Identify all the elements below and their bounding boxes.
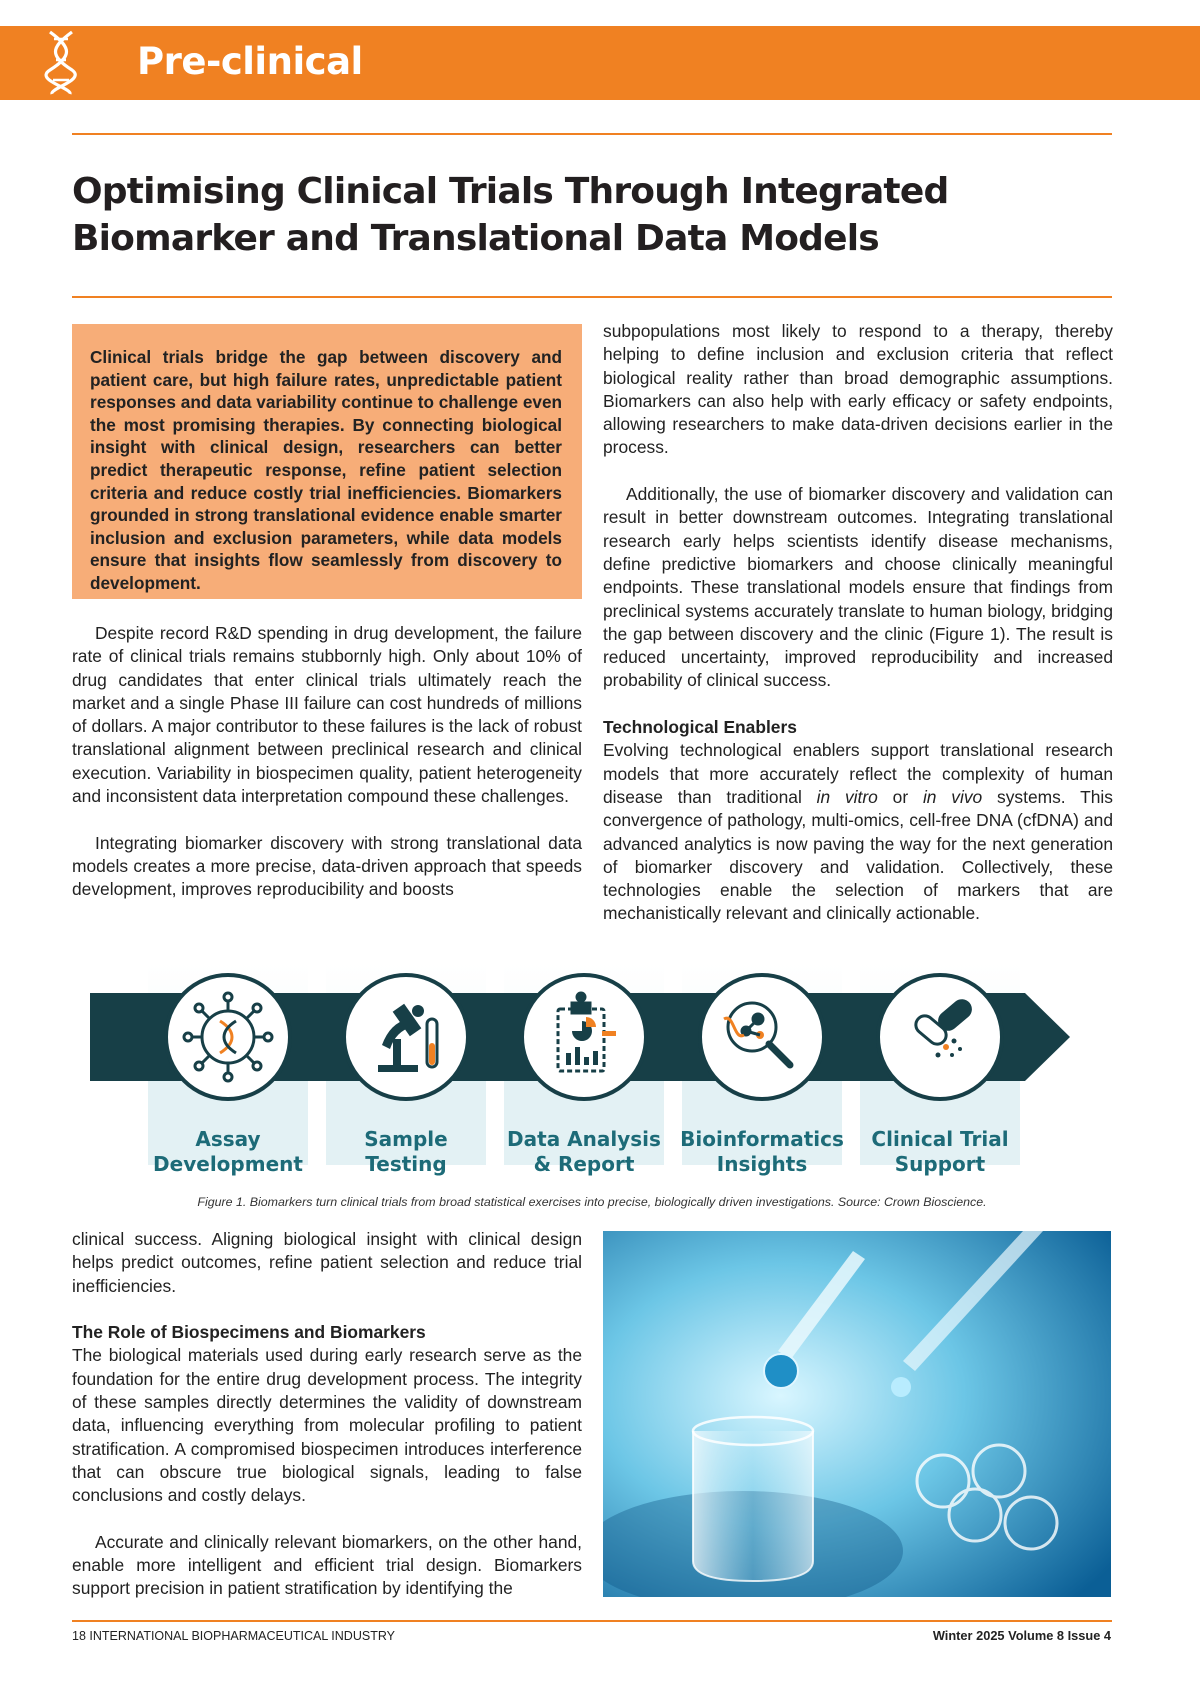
dna-icon	[44, 30, 78, 96]
lab-glassware-photo	[603, 1231, 1111, 1597]
column-right-top	[603, 320, 1113, 926]
workflow-diagram	[90, 935, 1110, 1185]
paragraph: Additionally, the use of biomarker discovery and validation can result in better downstream outcomes. Integrating translational research early helps scientists identify disease mechanisms, define predictive biomarkers and choose clinically meaningful endpoints. These translational models ensure that findings from preclinical systems accurately translate to human biology, bridging the gap between discovery and the clinic (Figure 1). The result is reduced uncertainty, improved reproducibility and increased probability of clinical success.	[603, 484, 1113, 691]
step-label-1a: Assay	[195, 1127, 261, 1151]
step-label-2a: Sample	[364, 1127, 448, 1151]
step-label-2b: Testing	[365, 1152, 447, 1176]
article-title: Optimising Clinical Trials Through Integrated Biomarker and Translational Data Models	[72, 171, 949, 259]
top-rule	[72, 133, 1112, 135]
section-label: Pre-clinical	[137, 40, 363, 83]
step-label-3a: Data Analysis	[507, 1127, 661, 1151]
paragraph: Integrating biomarker discovery with strong translational data models creates a more precise, data-driven approach that speeds development, improves reproducibility and boosts	[72, 832, 582, 900]
section-banner	[0, 26, 1200, 100]
figure-caption: Figure 1. Biomarkers turn clinical trials from broad statistical exercises into precise, biologically driven investigations. Source: Crown Bioscience.	[197, 1195, 987, 1209]
step-label-5a: Clinical Trial	[871, 1127, 1009, 1151]
paragraph: subpopulations most likely to respond to a therapy, thereby helping to define inclusion and exclusion criteria that reflect biological reality rather than broad demographic assumptions. Biomarkers can also help with early efficacy or safety endpoints, allowing researchers to make data-driven decisions earlier in the process.	[603, 321, 1113, 458]
footer-publication: 18 INTERNATIONAL BIOPHARMACEUTICAL INDUSTRY	[72, 1629, 395, 1643]
paragraph: clinical success. Aligning biological insight with clinical design helps predict outcomes, refine patient selection and reduce trial inefficiencies.	[72, 1229, 582, 1296]
title-rule	[72, 296, 1112, 298]
figure-1	[90, 935, 1110, 1185]
step-label-4b: Insights	[716, 1152, 808, 1176]
paragraph: The biological materials used during early research serve as the foundation for the entire drug development process. The integrity of these samples directly determines the validity of downstream data, influencing everything from molecular profiling to patient stratification. A compromised biospecimen introduces interference that can obscure true biological signals, leading to false conclusions and costly delays.	[72, 1345, 582, 1506]
paragraph: Evolving technological enablers support translational research models that more accurately reflect the complexity of human disease than traditional in vitro or in vivo systems. This convergence of pathology, multi-omics, cell-free DNA (cfDNA) and advanced analytics is now paving the way for the next generation of biomarker discovery and validation. Collectively, these technologies enable the selection of markers that are mechanistically relevant and clinically actionable.	[603, 740, 1113, 924]
abstract-box	[72, 324, 582, 599]
column-left-top	[72, 622, 582, 902]
step-label-1b: Development	[153, 1152, 303, 1176]
step-circle	[878, 975, 1002, 1099]
step-label-4a: Bioinformatics	[680, 1127, 844, 1151]
step-circle	[344, 975, 468, 1099]
abstract-text: Clinical trials bridge the gap between discovery and patient care, but high failure rates, unpredictable patient responses and data variability continue to challenge even the most promising therapies. By connecting biological insight with clinical design, researchers can better predict therapeutic response, refine patient selection criteria and reduce costly trial inefficiencies. Biomarkers grounded in strong translational evidence enable smarter inclusion and exclusion parameters, while data models ensure that insights flow seamlessly from discovery to development.	[90, 347, 562, 593]
subheading: The Role of Biospecimens and Biomarkers	[72, 1322, 426, 1343]
column-left-bottom	[72, 1228, 582, 1601]
paragraph: Despite record R&D spending in drug development, the failure rate of clinical trials remains stubbornly high. Only about 10% of drug candidates that enter clinical trials ultimately reach the market and a single Phase III failure can cost hundreds of millions of dollars. A major contributor to these failures is the lack of robust translational alignment between preclinical research and clinical execution. Variability in biospecimen quality, patient heterogeneity and inconsistent data interpretation compound these challenges.	[72, 623, 582, 807]
step-label-5b: Support	[894, 1152, 986, 1176]
footer-rule	[72, 1620, 1112, 1622]
subheading: Technological Enablers	[603, 717, 797, 738]
step-label-3b: & Report	[533, 1152, 635, 1176]
paragraph: Accurate and clinically relevant biomarkers, on the other hand, enable more intelligent and efficient trial design. Biomarkers support precision in patient stratification by identifying the	[72, 1531, 582, 1599]
footer-issue: Winter 2025 Volume 8 Issue 4	[932, 1628, 1111, 1643]
